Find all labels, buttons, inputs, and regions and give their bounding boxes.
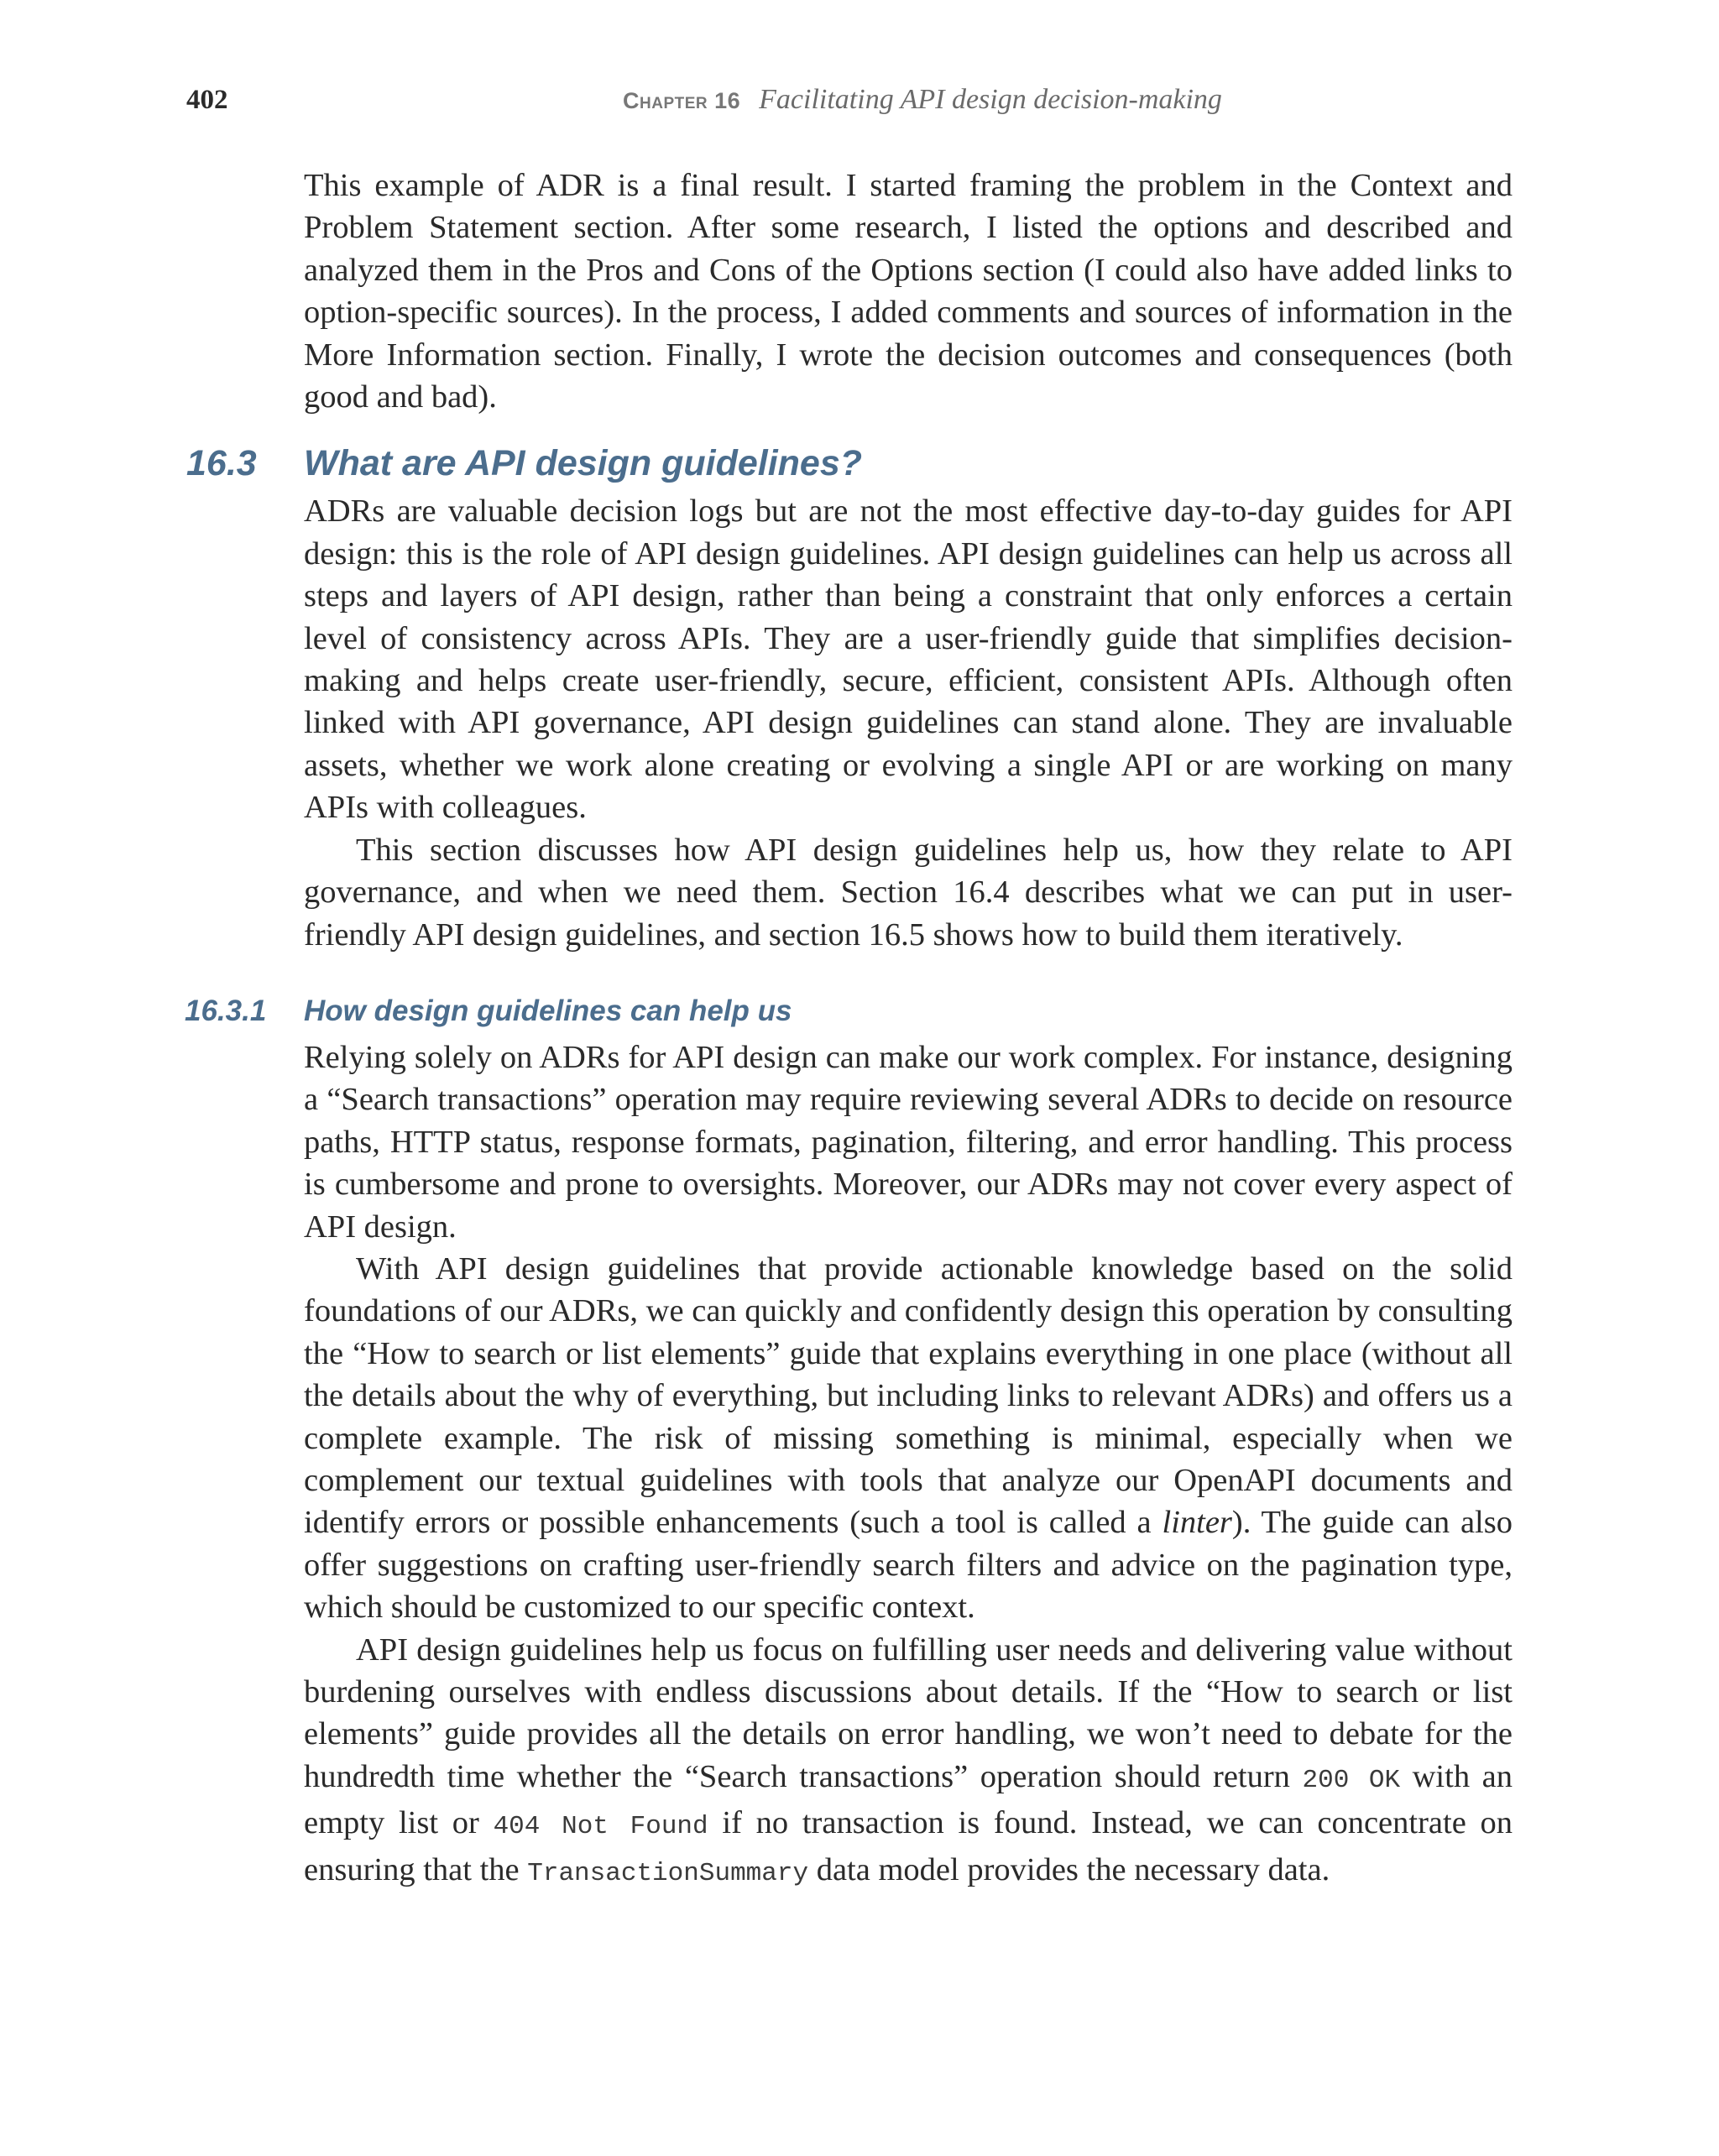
running-head [623, 81, 1222, 124]
running-header [186, 81, 1513, 119]
page-number: 402 [186, 85, 228, 115]
section-16-3-paragraph-2: This section discusses how API design guidelines help us, how they relate to API governance, and when we need them. Section 16.4 describes what we can put in user-friendly API design guidelines, and section 16.5 shows how to build them iteratively. [304, 832, 1513, 953]
section-16-3-1-paragraph-3 [304, 1629, 1513, 1895]
paragraph-text: if no transaction is found. Instead, we can concentrate on ensuring that the [304, 1805, 1513, 1887]
paragraph-text: with an empty list or [304, 1758, 1513, 1841]
code-transaction-summary: TransactionSummary [527, 1858, 809, 1888]
intro-paragraph: This example of ADR is a final result. I started framing the problem in the Context and Problem Statement section. After some research, I listed the options and described and analyzed them in the Pros and Cons of the Options section (I could also have added links to option-specific sources). In the process, I added comments and sources of information in the More Information section. Finally, I wrote the decision outcomes and consequences (both good and bad). [304, 168, 1513, 415]
subsection-number: 16.3.1 [185, 994, 267, 1027]
section-title: What are API design guidelines? [304, 443, 863, 484]
section-heading-16-3 [186, 440, 1513, 487]
section-16-3-paragraph-1: ADRs are valuable decision logs but are not the most effective day-to-day guides for API design: this is the role of API design guidelines. API design guidelines can help us across all steps and layers of API design, rather than being a constraint that only enforces a certain level of consistency across APIs. They are a user-friendly guide that simplifies decision-making and helps create user-friendly, secure, efficient, consistent APIs. Although often linked with API governance, API design guidelines can stand alone. They are invaluable assets, whether we work alone creating or evolving a single API or are working on many APIs with colleagues. [304, 493, 1513, 826]
code-200-ok: 200 OK [1302, 1765, 1401, 1795]
section-number: 16.3 [186, 443, 257, 484]
subsection-title: How design guidelines can help us [304, 994, 792, 1027]
page-body [185, 164, 1513, 1895]
linter-term: linter [1162, 1505, 1232, 1541]
code-404-not-found: 404 Not Found [493, 1812, 708, 1842]
section-16-3-1-paragraph-2 [304, 1248, 1513, 1629]
paragraph-text: data model provides the necessary data. [808, 1851, 1330, 1887]
section-16-3-1-paragraph-1: Relying solely on ADRs for API design can make our work complex. For instance, designing a “Search transactions” operation may require reviewing several ADRs to decide on resource paths, HTTP status, response formats, pagination, filtering, and error handling. This process is cumbersome and prone to oversights. Moreover, our ADRs may not cover every aspect of API design. [304, 1039, 1513, 1245]
paragraph-text: With API design guidelines that provide actionable knowledge based on the solid foundations of our ADRs, we can quickly and confidently design this operation by consulting the “How to search or list elements” guide that explains everything in one place (without all the details about the why of everything, but including links to relevant ADRs) and offers us a complete example. The risk of missing something is minimal, especially when we complement our textual guidelines with tools that analyze our OpenAPI documents and identify errors or possible enhancements (such a tool is called a [304, 1250, 1513, 1541]
chapter-title: Facilitating API design decision-making [759, 84, 1222, 115]
subsection-heading-16-3-1 [185, 991, 1513, 1031]
chapter-label: Chapter 16 [623, 88, 741, 113]
paragraph-text: API design guidelines help us focus on fulfilling user needs and delivering value without burdening ourselves with endless discussions about details. If the “How to search or list elements” guide provides all the details on error handling, we won’t need to debate for the hundredth time whether the “Search transactions” operation should return [304, 1631, 1513, 1794]
paragraph-text: ). The guide can also offer suggestions on crafting user-friendly search filters and advice on the pagination type, which should be customized to our specific context. [304, 1505, 1513, 1626]
